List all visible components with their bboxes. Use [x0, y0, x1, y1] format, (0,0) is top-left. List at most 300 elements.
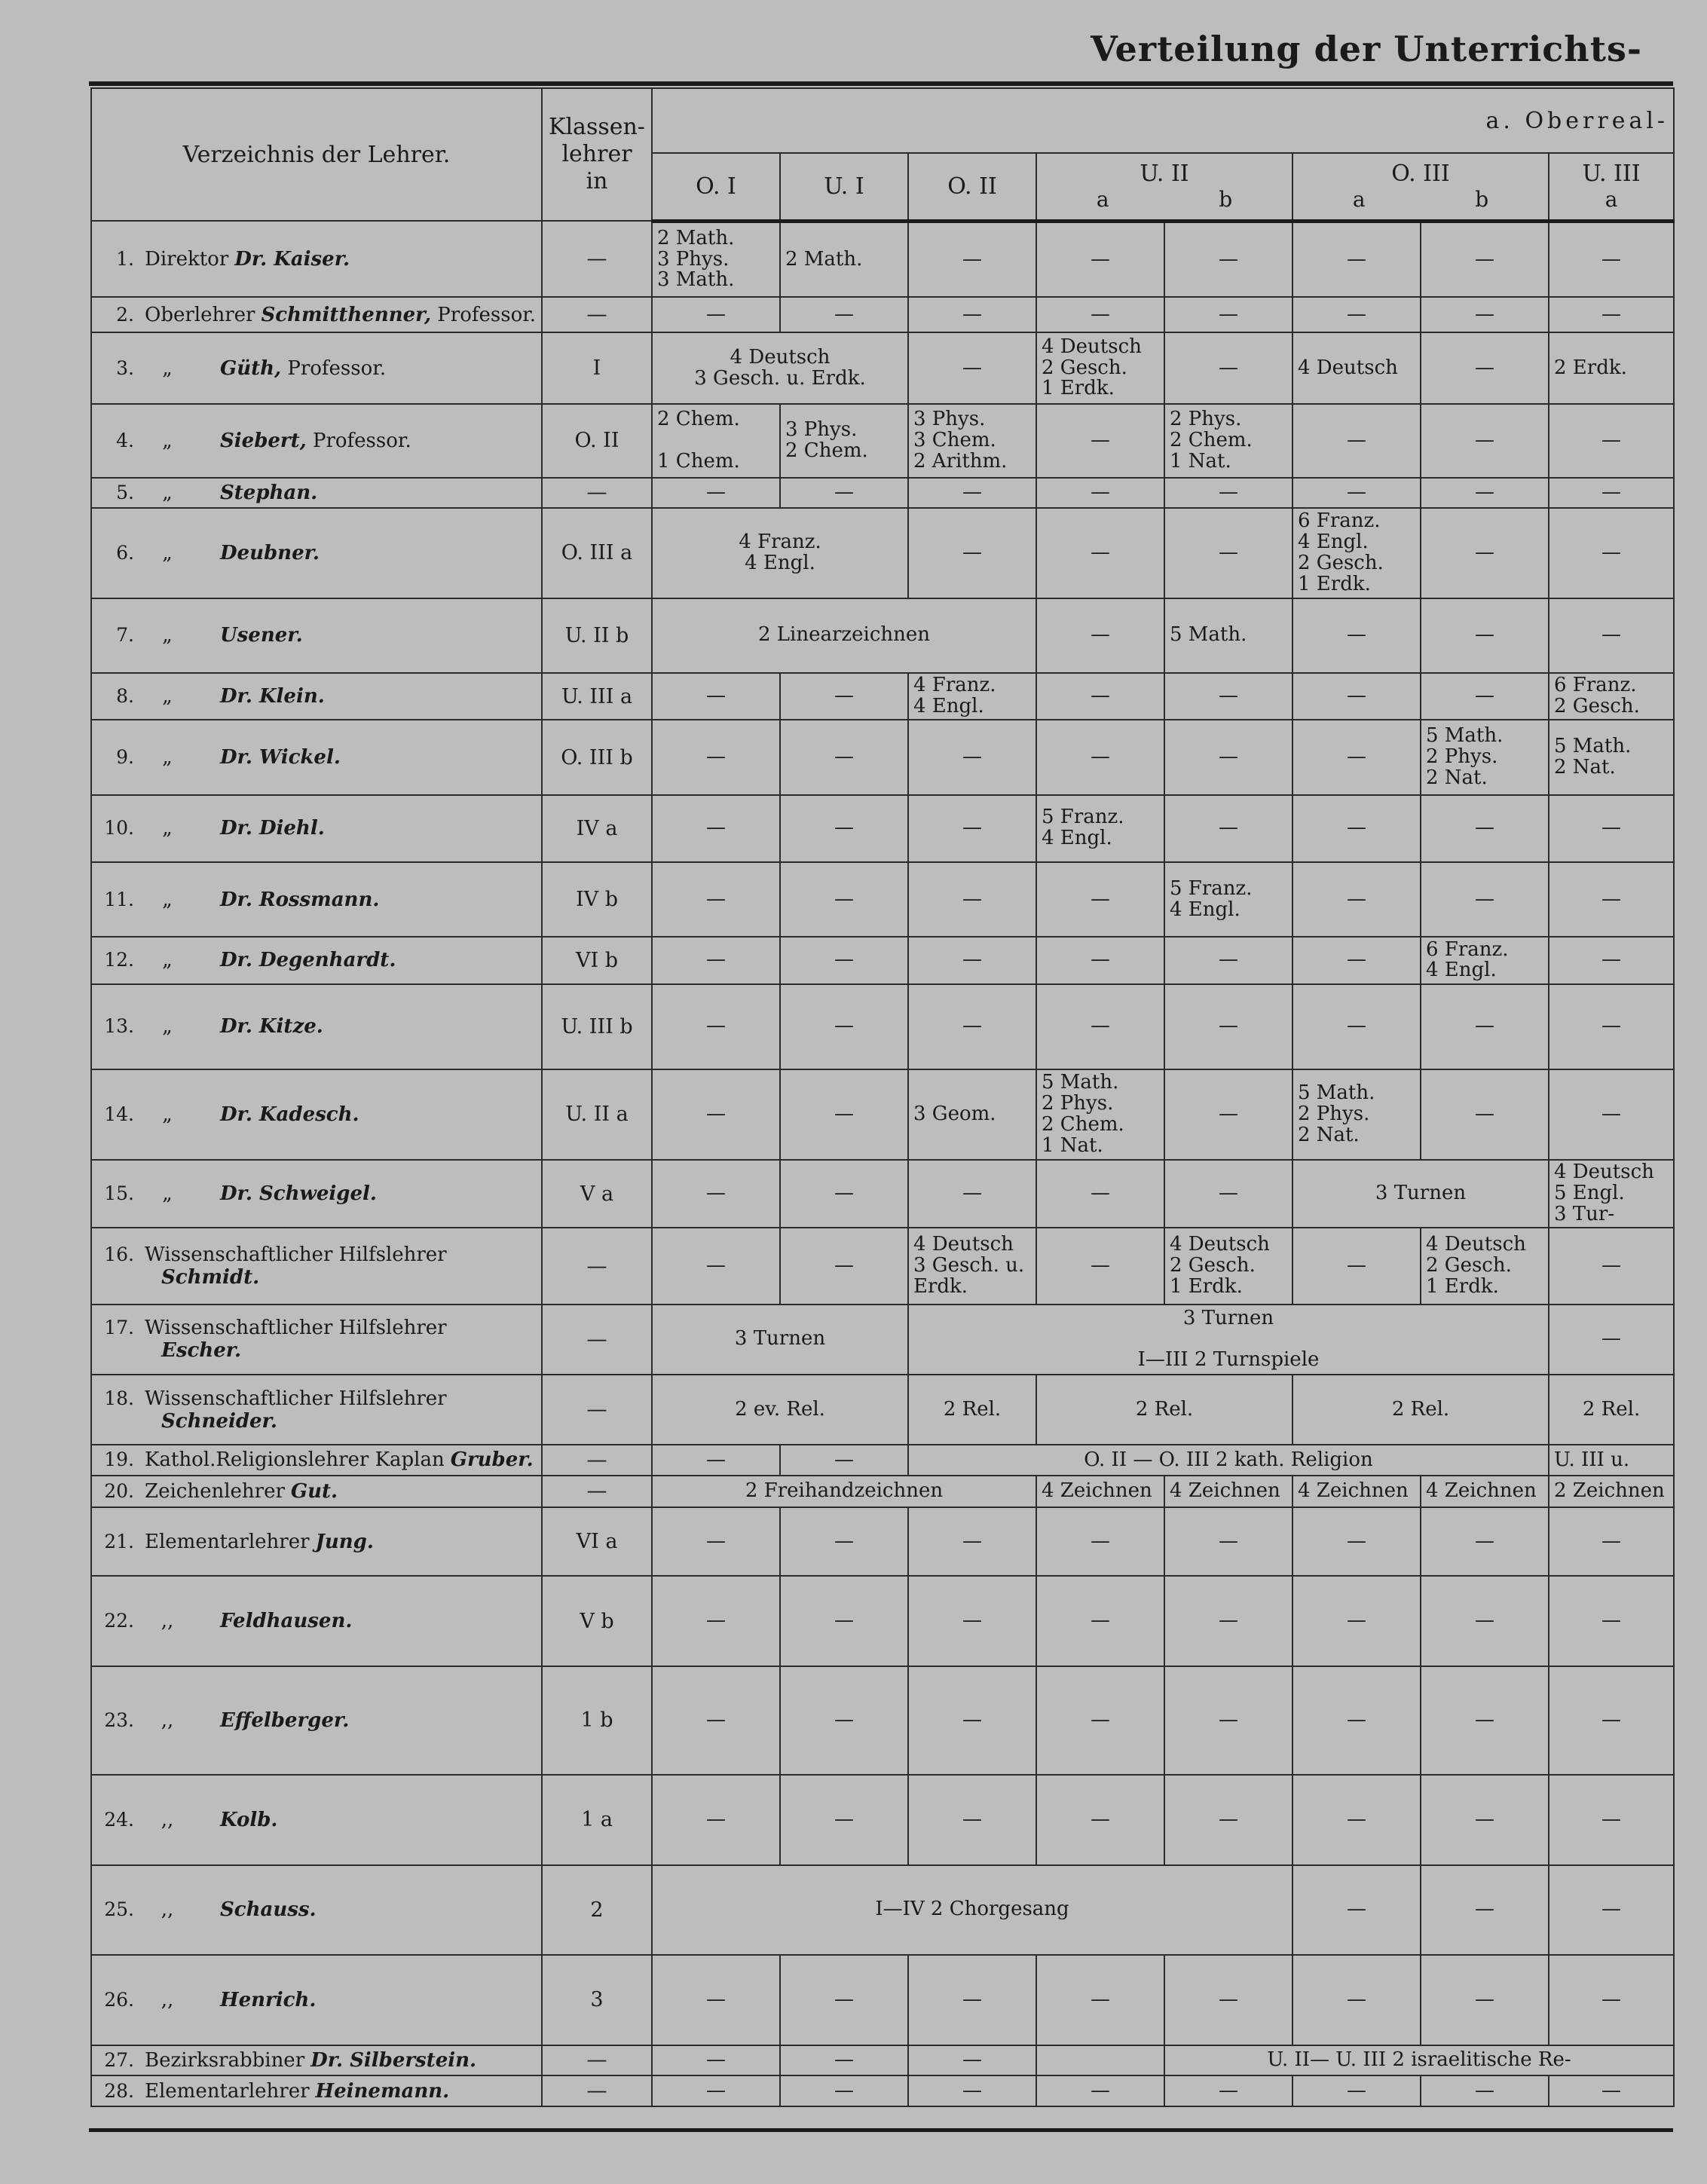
teacher-row: [91, 1666, 1674, 1775]
lesson-cell: —: [1421, 984, 1549, 1070]
lesson-cell: —: [908, 984, 1036, 1070]
lesson-cell: —: [652, 1775, 780, 1865]
klassenlehrer-cell: IV a: [542, 795, 652, 862]
class-label: U. II: [1140, 161, 1189, 188]
class-header: [652, 153, 780, 221]
header-rule: [89, 81, 1673, 86]
teacher-name-cell: [91, 1507, 542, 1576]
teacher-surname: Dr. Rossmann.: [220, 888, 380, 911]
teacher-surname: Heinemann.: [315, 2079, 450, 2103]
teacher-name-cell: [91, 1666, 542, 1775]
teacher-rank: Professor.: [281, 356, 387, 380]
teacher-surname: Dr. Kadesch.: [220, 1103, 359, 1126]
lesson-cell: —: [1549, 1228, 1674, 1304]
lesson-cell: —: [1036, 1775, 1164, 1865]
lesson-cell: —: [1421, 404, 1549, 477]
teacher-surname: Effelberger.: [220, 1708, 350, 1732]
lesson-cell: 4 Deutsch 2 Gesch. 1 Erdk.: [1164, 1228, 1292, 1304]
lesson-cell: —: [1164, 1775, 1292, 1865]
lesson-cell: —: [652, 1576, 780, 1666]
teacher-row: [91, 937, 1674, 983]
teacher-name-cell: [91, 1445, 542, 1476]
lesson-cell: —: [1549, 937, 1674, 983]
lesson-cell: —: [1036, 2075, 1164, 2106]
lesson-cell: —: [1292, 1955, 1421, 2045]
ditto-mark: „: [162, 1103, 173, 1126]
teacher-row: [91, 1507, 1674, 1576]
teacher-surname: Siebert,: [220, 429, 307, 452]
lesson-cell: 3 Phys. 2 Chem.: [780, 404, 908, 477]
teacher-name-cell: [91, 297, 542, 332]
lesson-cell: —: [1036, 1666, 1164, 1775]
row-number: 28.: [104, 2079, 134, 2102]
lesson-cell: —: [1549, 297, 1674, 332]
lesson-cell: —: [1164, 332, 1292, 404]
lesson-cell: —: [1164, 720, 1292, 794]
lesson-cell: —: [780, 984, 908, 1070]
lesson-cell: —: [652, 2075, 780, 2106]
teacher-surname: Dr. Silberstein.: [311, 2048, 477, 2072]
lesson-cell: —: [1164, 1507, 1292, 1576]
lesson-cell: —: [780, 1228, 908, 1304]
teacher-surname: Dr. Degenhardt.: [220, 949, 396, 972]
lesson-cell: —: [1292, 937, 1421, 983]
teacher-surname: Schmidt.: [161, 1266, 260, 1289]
lesson-cell: —: [1036, 1228, 1164, 1304]
lesson-cell: 4 Deutsch 3 Gesch. u. Erdk.: [908, 1228, 1036, 1304]
lesson-cell: —: [1036, 297, 1164, 332]
teacher-surname: Usener.: [220, 624, 303, 647]
class-header: [1036, 153, 1292, 221]
lesson-cell: —: [1421, 795, 1549, 862]
lesson-cell: 2 Math.: [780, 221, 908, 297]
lesson-cell: —: [652, 1069, 780, 1160]
teacher-row: [91, 720, 1674, 794]
lesson-cell: —: [1421, 1576, 1549, 1666]
lesson-cell: —: [1036, 478, 1164, 509]
lesson-cell: —: [780, 478, 908, 509]
lesson-cell: —: [1292, 984, 1421, 1070]
lesson-cell: —: [1292, 673, 1421, 720]
lesson-cell: —: [780, 2075, 908, 2106]
teacher-row: [91, 332, 1674, 404]
lesson-cell: —: [908, 1507, 1036, 1576]
lesson-cell: —: [1036, 221, 1164, 297]
klassenlehrer-cell: IV b: [542, 862, 652, 937]
class-label: O. I: [696, 173, 736, 200]
row-number: 7.: [116, 624, 134, 647]
lesson-cell: —: [1036, 1576, 1164, 1666]
class-header: [1549, 153, 1674, 221]
ditto-mark: „: [162, 949, 173, 972]
lesson-cell: —: [908, 508, 1036, 598]
teacher-name-cell: [91, 221, 542, 297]
teacher-surname: Jung.: [315, 1530, 374, 1553]
row-number: 17.: [104, 1317, 134, 1339]
lesson-cell: 5 Math. 2 Phys. 2 Nat.: [1421, 720, 1549, 794]
teacher-title: Elementarlehrer: [145, 2079, 310, 2103]
row-number: 1.: [116, 247, 134, 270]
klassenlehrer-cell: —: [542, 221, 652, 297]
klassenlehrer-cell: U. III a: [542, 673, 652, 720]
klassenlehrer-cell: —: [542, 1305, 652, 1375]
teacher-name-cell: [91, 1375, 542, 1445]
klassenlehrer-cell: U. II a: [542, 1069, 652, 1160]
teacher-title: Oberlehrer: [145, 303, 255, 326]
row-number: 6.: [116, 541, 134, 564]
class-label: O. III: [1391, 161, 1450, 188]
lesson-cell: 4 Franz. 4 Engl.: [652, 508, 908, 598]
lesson-cell: —: [1164, 937, 1292, 983]
lesson-cell: —: [1421, 221, 1549, 297]
teacher-surname: Schneider.: [161, 1409, 277, 1433]
lesson-cell: —: [780, 1069, 908, 1160]
klassenlehrer-cell: V a: [542, 1160, 652, 1228]
lesson-cell: —: [1421, 1775, 1549, 1865]
lesson-cell: —: [1421, 1507, 1549, 1576]
lesson-cell: —: [1549, 1069, 1674, 1160]
teacher-name-cell: [91, 332, 542, 404]
teacher-row: [91, 795, 1674, 862]
school-group-header: a. Oberreal-: [652, 88, 1674, 153]
lesson-cell: —: [1549, 862, 1674, 937]
lesson-cell: —: [1164, 1160, 1292, 1228]
teaching-distribution-table: [90, 87, 1675, 2107]
row-number: 21.: [104, 1530, 134, 1552]
lesson-cell: —: [908, 720, 1036, 794]
lesson-cell: —: [1421, 297, 1549, 332]
klassenlehrer-cell: 2: [542, 1865, 652, 1956]
lesson-cell: 2 Freihandzeichnen: [652, 1476, 1036, 1508]
klassenlehrer-cell: 1 a: [542, 1775, 652, 1865]
lesson-cell: —: [1036, 673, 1164, 720]
lesson-cell: —: [1164, 1576, 1292, 1666]
row-number: 3.: [116, 356, 134, 379]
klassenlehrer-cell: 1 b: [542, 1666, 652, 1775]
lesson-cell: —: [652, 297, 780, 332]
lesson-cell: 2 Math. 3 Phys. 3 Math.: [652, 221, 780, 297]
lesson-cell: —: [1421, 598, 1549, 673]
ditto-mark: ,,: [161, 1988, 174, 2011]
class-header: [908, 153, 1036, 221]
lesson-cell: 3 Turnen: [652, 1305, 908, 1375]
lesson-cell: —: [908, 1775, 1036, 1865]
klassenlehrer-cell: U. II b: [542, 598, 652, 673]
teacher-name-cell: [91, 598, 542, 673]
lesson-cell: 4 Deutsch 2 Gesch. 1 Erdk.: [1036, 332, 1164, 404]
lesson-cell: —: [652, 795, 780, 862]
klassenlehrer-cell: —: [542, 1375, 652, 1445]
klassenlehrer-cell: —: [542, 297, 652, 332]
klassenlehrer-column-header: Klassen- lehrer in: [542, 88, 652, 221]
lesson-cell: —: [1292, 1228, 1421, 1304]
teacher-name-cell: [91, 1955, 542, 2045]
lesson-cell: 3 Phys. 3 Chem. 2 Arithm.: [908, 404, 1036, 477]
ditto-mark: „: [162, 624, 173, 647]
lesson-cell: 2 Erdk.: [1549, 332, 1674, 404]
klassenlehrer-cell: —: [542, 478, 652, 509]
lesson-cell: I—IV 2 Chorgesang: [652, 1865, 1292, 1956]
teacher-surname: Dr. Kitze.: [220, 1015, 323, 1038]
lesson-cell: —: [1164, 984, 1292, 1070]
row-number: 27.: [104, 2048, 134, 2071]
teacher-row: [91, 1305, 1674, 1375]
lesson-cell: —: [908, 1666, 1036, 1775]
lesson-cell: —: [652, 862, 780, 937]
lesson-cell: —: [652, 1160, 780, 1228]
teacher-row: [91, 404, 1674, 477]
teacher-name-cell: [91, 1160, 542, 1228]
lesson-cell: —: [652, 478, 780, 509]
row-number: 5.: [116, 481, 134, 503]
teacher-title: Wissenschaftlicher Hilfslehrer: [145, 1387, 447, 1410]
lesson-cell: —: [780, 720, 908, 794]
lesson-cell: —: [1292, 1666, 1421, 1775]
teacher-row: [91, 297, 1674, 332]
row-number: 15.: [104, 1182, 134, 1205]
teacher-title: Kathol.Religionslehrer Kaplan: [145, 1448, 445, 1472]
class-subdivisions: [1298, 187, 1543, 212]
klassenlehrer-cell: —: [542, 2045, 652, 2076]
lesson-cell: 3 Turnen I—III 2 Turnspiele: [908, 1305, 1549, 1375]
lesson-cell: —: [1292, 478, 1421, 509]
lesson-cell: 5 Franz. 4 Engl.: [1036, 795, 1164, 862]
teacher-row: [91, 673, 1674, 720]
teacher-row: [91, 1445, 1674, 1476]
lesson-cell: —: [1292, 1775, 1421, 1865]
klassenlehrer-cell: —: [542, 1476, 652, 1508]
ditto-mark: „: [162, 1015, 173, 1038]
ditto-mark: „: [162, 429, 173, 452]
lesson-cell: —: [652, 984, 780, 1070]
ditto-mark: ,,: [161, 1808, 174, 1831]
teacher-name-cell: [91, 1576, 542, 1666]
ditto-mark: „: [162, 541, 173, 564]
lesson-cell: —: [1164, 1666, 1292, 1775]
lesson-cell: —: [908, 332, 1036, 404]
lesson-cell: —: [1164, 508, 1292, 598]
lesson-cell: 2 Linearzeichnen: [652, 598, 1036, 673]
lesson-cell: —: [1421, 862, 1549, 937]
lesson-cell: 3 Turnen: [1292, 1160, 1549, 1228]
teacher-name-cell: [91, 1775, 542, 1865]
lesson-cell: —: [908, 2045, 1036, 2076]
lesson-cell: —: [908, 478, 1036, 509]
teacher-column-header: Verzeichnis der Lehrer.: [91, 88, 542, 221]
teacher-title: Wissenschaftlicher Hilfslehrer: [145, 1243, 447, 1267]
lesson-cell: —: [1421, 1865, 1549, 1956]
teacher-row: [91, 2045, 1674, 2076]
row-number: 10.: [104, 817, 134, 840]
teacher-row: [91, 1375, 1674, 1445]
teacher-row: [91, 984, 1674, 1070]
lesson-cell: —: [1292, 720, 1421, 794]
teacher-row: [91, 1865, 1674, 1956]
teacher-surname: Dr. Kaiser.: [234, 247, 350, 271]
teacher-row: [91, 508, 1674, 598]
teacher-rows: [91, 221, 1674, 2106]
lesson-cell: U. II— U. III 2 israelitische Re-: [1164, 2045, 1674, 2076]
teacher-title: Wissenschaftlicher Hilfslehrer: [145, 1317, 447, 1340]
teacher-row: [91, 598, 1674, 673]
teacher-row: [91, 1160, 1674, 1228]
lesson-cell: —: [1549, 404, 1674, 477]
lesson-cell: —: [1421, 478, 1549, 509]
lesson-cell: —: [780, 1445, 908, 1476]
lesson-cell: —: [652, 1666, 780, 1775]
klassenlehrer-cell: O. III b: [542, 720, 652, 794]
lesson-cell: —: [1292, 404, 1421, 477]
lesson-cell: 2 Rel.: [1036, 1375, 1292, 1445]
teacher-name-cell: [91, 404, 542, 477]
lesson-cell: —: [1421, 2075, 1549, 2106]
lesson-cell: —: [1292, 598, 1421, 673]
lesson-cell: 2 Phys. 2 Chem. 1 Nat.: [1164, 404, 1292, 477]
lesson-cell: 6 Franz. 4 Engl. 2 Gesch. 1 Erdk.: [1292, 508, 1421, 598]
lesson-cell: —: [780, 1507, 908, 1576]
teacher-row: [91, 1955, 1674, 2045]
klassenlehrer-cell: U. III b: [542, 984, 652, 1070]
teacher-surname: Deubner.: [220, 541, 320, 564]
teacher-name-cell: [91, 508, 542, 598]
klassenlehrer-cell: —: [542, 2075, 652, 2106]
row-number: 2.: [116, 303, 134, 326]
lesson-cell: —: [1164, 1069, 1292, 1160]
lesson-cell: —: [1549, 598, 1674, 673]
ditto-mark: ,,: [161, 1708, 174, 1732]
lesson-cell: —: [908, 1160, 1036, 1228]
lesson-cell: 6 Franz. 4 Engl.: [1421, 937, 1549, 983]
lesson-cell: —: [780, 1955, 908, 2045]
lesson-cell: —: [652, 673, 780, 720]
klassenlehrer-cell: —: [542, 1445, 652, 1476]
row-number: 11.: [104, 888, 134, 910]
teacher-row: [91, 478, 1674, 509]
lesson-cell: —: [1036, 862, 1164, 937]
lesson-cell: —: [780, 1160, 908, 1228]
lesson-cell: —: [1421, 508, 1549, 598]
class-subdivision-label: a: [1096, 187, 1109, 213]
lesson-cell: —: [652, 2045, 780, 2076]
lesson-cell: 4 Zeichnen: [1036, 1476, 1164, 1508]
row-number: 23.: [104, 1708, 134, 1731]
lesson-cell: —: [1549, 1576, 1674, 1666]
lesson-cell: —: [1292, 1865, 1421, 1956]
teacher-row: [91, 1576, 1674, 1666]
lesson-cell: —: [1036, 1507, 1164, 1576]
lesson-cell: —: [1549, 221, 1674, 297]
lesson-cell: —: [1292, 297, 1421, 332]
lesson-cell: —: [780, 795, 908, 862]
lesson-cell: 2 ev. Rel.: [652, 1375, 908, 1445]
teacher-title: Zeichenlehrer: [145, 1479, 285, 1503]
teacher-title: Bezirksrabbiner: [145, 2048, 305, 2072]
lesson-cell: —: [1421, 332, 1549, 404]
class-subdivision-label: a: [1352, 187, 1366, 213]
row-number: 24.: [104, 1808, 134, 1831]
lesson-cell: —: [908, 297, 1036, 332]
lesson-cell: —: [1421, 673, 1549, 720]
teacher-name-cell: [91, 720, 542, 794]
lesson-cell: —: [1292, 2075, 1421, 2106]
bottom-rule: [89, 2128, 1673, 2132]
teacher-name-cell: [91, 478, 542, 509]
row-number: 26.: [104, 1988, 134, 2011]
teacher-name-cell: [91, 1228, 542, 1304]
teacher-title: Direktor: [145, 247, 229, 271]
teacher-name-cell: [91, 1865, 542, 1956]
lesson-cell: —: [1549, 984, 1674, 1070]
lesson-cell: —: [1036, 937, 1164, 983]
teacher-name-cell: [91, 2075, 542, 2106]
lesson-cell: —: [1549, 1955, 1674, 2045]
lesson-cell: 2 Rel.: [1292, 1375, 1549, 1445]
row-number: 8.: [116, 685, 134, 708]
teacher-row: [91, 1228, 1674, 1304]
lesson-cell: 5 Math. 2 Nat.: [1549, 720, 1674, 794]
teacher-rank: Professor.: [431, 303, 537, 326]
lesson-cell: —: [1164, 1955, 1292, 2045]
teacher-surname: Henrich.: [220, 1988, 317, 2011]
lesson-cell: —: [1164, 478, 1292, 509]
teacher-surname: Schmitthenner,: [261, 303, 432, 326]
lesson-cell: 4 Zeichnen: [1164, 1476, 1292, 1508]
lesson-cell: —: [908, 221, 1036, 297]
lesson-cell: —: [908, 937, 1036, 983]
lesson-cell: —: [1421, 1955, 1549, 2045]
lesson-cell: —: [1164, 2075, 1292, 2106]
teacher-rank: Professor.: [306, 429, 411, 452]
lesson-cell: —: [652, 1228, 780, 1304]
lesson-cell: —: [1036, 404, 1164, 477]
teacher-surname: Dr. Diehl.: [220, 817, 325, 840]
lesson-cell: —: [1421, 1666, 1549, 1775]
ditto-mark: „: [162, 817, 173, 840]
teacher-name-cell: [91, 795, 542, 862]
lesson-cell: —: [1549, 478, 1674, 509]
teacher-surname: Dr. Wickel.: [220, 746, 341, 769]
teacher-surname: Escher.: [161, 1339, 242, 1363]
lesson-cell: —: [1549, 508, 1674, 598]
lesson-cell: 5 Math.: [1164, 598, 1292, 673]
teacher-name-cell: [91, 1305, 542, 1375]
lesson-cell: —: [1164, 297, 1292, 332]
klassenlehrer-cell: VI a: [542, 1507, 652, 1576]
lesson-cell: —: [1036, 508, 1164, 598]
row-number: 16.: [104, 1243, 134, 1266]
row-number: 14.: [104, 1103, 134, 1125]
teacher-surname: Kolb.: [220, 1808, 278, 1831]
lesson-cell: —: [1549, 2075, 1674, 2106]
teacher-row: [91, 1069, 1674, 1160]
teacher-name-cell: [91, 984, 542, 1070]
lesson-cell: O. II — O. III 2 kath. Religion: [908, 1445, 1549, 1476]
lesson-cell: —: [1036, 1160, 1164, 1228]
class-label: O. II: [947, 173, 997, 200]
teacher-surname: Güth,: [220, 356, 282, 380]
teacher-row: [91, 1775, 1674, 1865]
lesson-cell: —: [1036, 984, 1164, 1070]
lesson-cell: —: [1164, 221, 1292, 297]
lesson-cell: 2 Chem. 1 Chem.: [652, 404, 780, 477]
teacher-surname: Dr. Klein.: [220, 685, 325, 708]
lesson-cell: 5 Franz. 4 Engl.: [1164, 862, 1292, 937]
lesson-cell: 4 Deutsch 3 Gesch. u. Erdk.: [652, 332, 908, 404]
teacher-name-cell: [91, 862, 542, 937]
lesson-cell: —: [780, 937, 908, 983]
row-number: 18.: [104, 1387, 134, 1409]
lesson-cell: —: [1292, 795, 1421, 862]
